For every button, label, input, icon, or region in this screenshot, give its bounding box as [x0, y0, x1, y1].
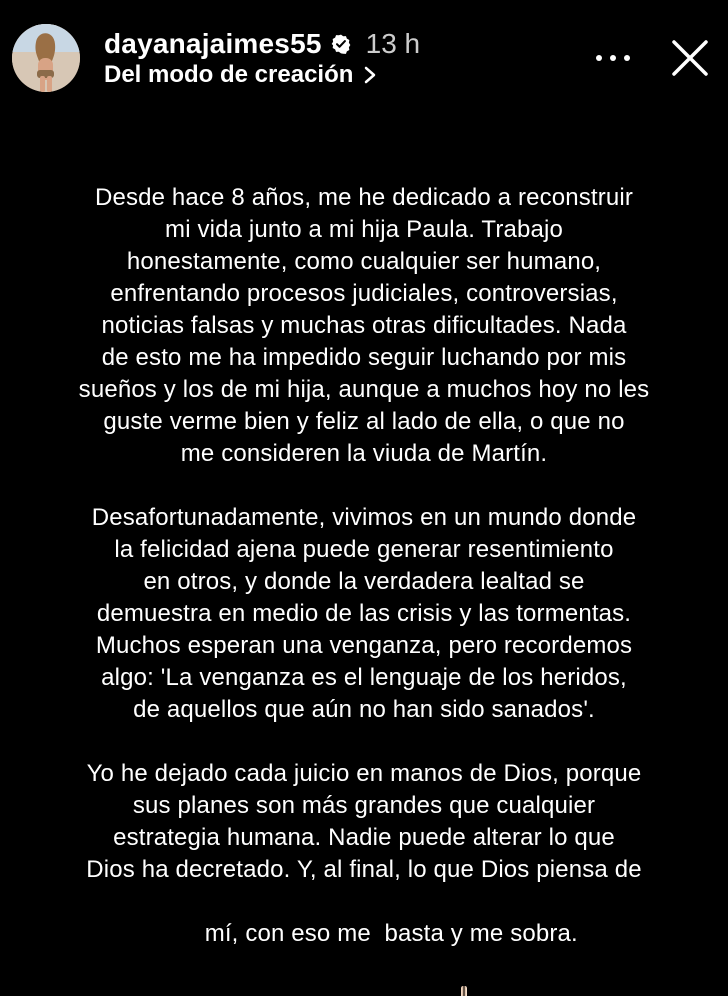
more-options-icon [624, 55, 630, 61]
text-line: guste verme bien y feliz al lado de ella, o que no [103, 408, 625, 435]
post-time: 13 h [365, 28, 421, 59]
verified-badge-icon [330, 33, 352, 55]
avatar-image [12, 24, 80, 92]
text-line: mi vida junto a mi hija Paula. Trabajo [165, 216, 563, 243]
text-line: honestamente, como cualquier ser humano, [126, 248, 602, 275]
text-line: de aquellos que aún no han sido sanados'. [133, 696, 595, 723]
paragraph-1 [0, 182, 728, 470]
text-line: noticias falsas y muchas otras dificultades. Nada [101, 312, 627, 339]
text-line: de esto me ha impedido seguir luchando por mis [101, 344, 627, 371]
text-line-last [0, 886, 728, 996]
text-line: Desafortunadamente, vivimos en un mundo donde [91, 504, 637, 531]
more-options-icon [610, 55, 616, 61]
more-options-icon [596, 55, 602, 61]
creation-mode-label[interactable]: Del modo de creación [104, 61, 354, 88]
story-text [0, 182, 728, 996]
username-row [104, 28, 420, 60]
subtitle-row[interactable] [104, 60, 377, 90]
paragraph-2 [0, 502, 728, 726]
text-line: Dios ha decretado. Y, al final, lo que Dios piensa de [86, 856, 642, 883]
text-line: sueños y los de mi hija, aunque a muchos hoy no les [78, 376, 650, 403]
text-line: me consideren la viuda de Martín. [180, 440, 548, 467]
close-button[interactable] [670, 38, 710, 78]
paragraph-3 [0, 758, 728, 996]
chevron-right-icon [363, 66, 377, 84]
text-line: estrategia humana. Nadie puede alterar lo que [113, 824, 615, 851]
text-line: Muchos esperan una venganza, pero recordemos [95, 632, 633, 659]
close-icon [670, 38, 710, 78]
text-line: demuestra en medio de las crisis y las tormentas. [96, 600, 632, 627]
more-options-button[interactable] [596, 44, 630, 72]
username[interactable]: dayanajaimes55 [104, 28, 322, 59]
praying-hands-icon [380, 950, 412, 982]
text-line: sus planes son más grandes que cualquier [132, 792, 596, 819]
text-line: Desde hace 8 años, me he dedicado a reconstruir [94, 184, 634, 211]
text-line: Yo he dejado cada juicio en manos de Dios, porque [86, 760, 642, 787]
text-line-text: mí, con eso me basta y me sobra. [204, 920, 578, 947]
text-line: en otros, y donde la verdadera lealtad se [143, 568, 585, 595]
text-line: enfrentando procesos judiciales, controversias, [110, 280, 618, 307]
story-header [0, 0, 728, 110]
text-line: algo: 'La venganza es el lenguaje de los heridos, [101, 664, 627, 691]
text-line: la felicidad ajena puede generar resentimiento [114, 536, 614, 563]
avatar[interactable] [12, 24, 80, 92]
